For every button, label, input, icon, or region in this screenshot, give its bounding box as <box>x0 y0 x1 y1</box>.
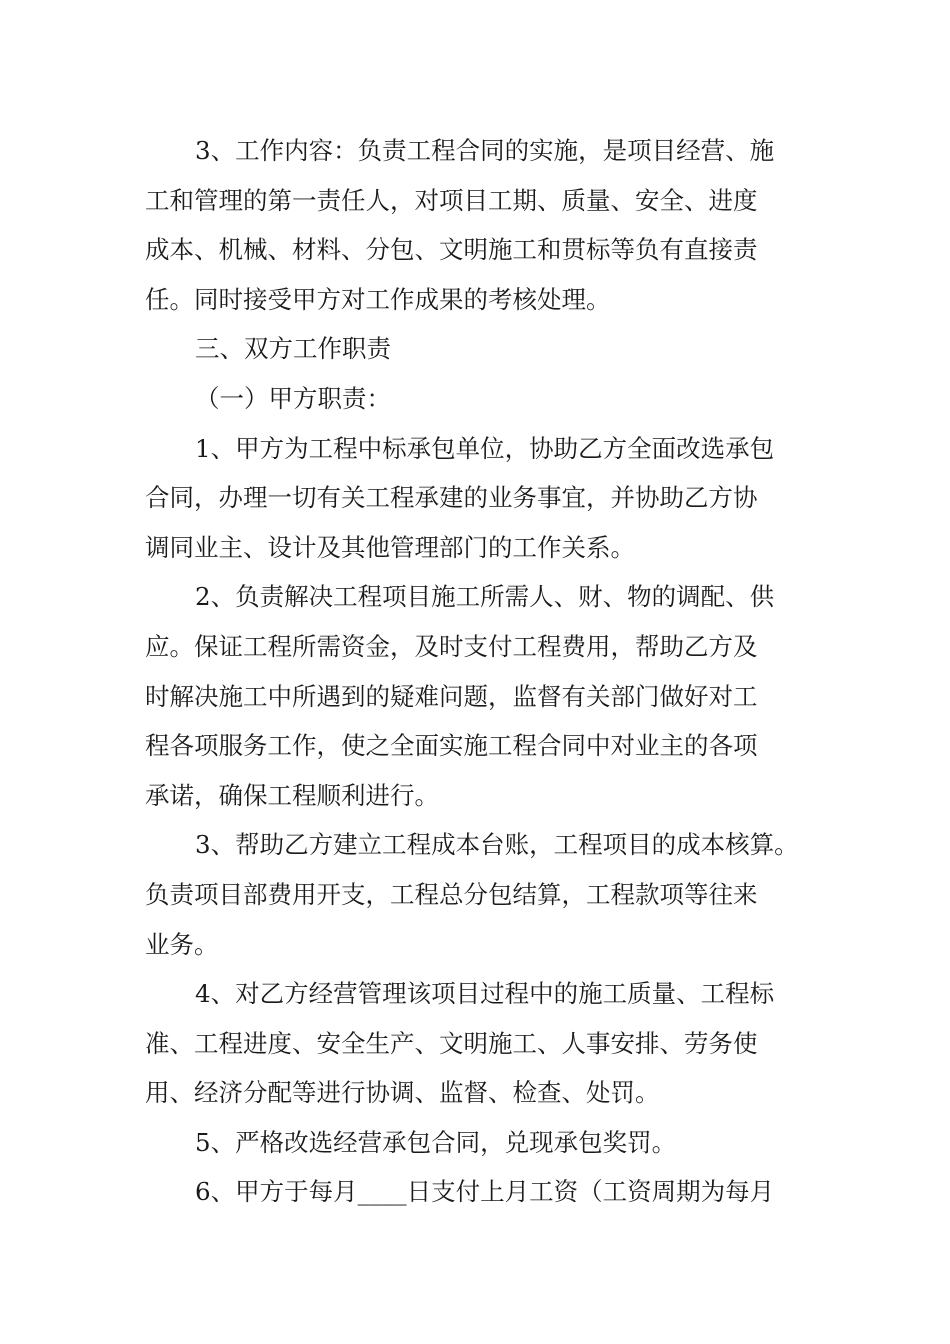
document-body <box>145 126 835 1217</box>
paragraph-line: 承诺，确保工程顺利进行。 <box>145 780 439 810</box>
paragraph-line: 用、经济分配等进行协调、监督、检查、处罚。 <box>145 1078 660 1108</box>
paragraph-line: 4、对乙方经营管理该项目过程中的施工质量、工程标 <box>195 979 775 1009</box>
paragraph-line: 调同业主、设计及其他管理部门的工作关系。 <box>145 532 635 562</box>
paragraph-line: 6、甲方于每月____日支付上月工资（工资周期为每月 <box>195 1177 775 1207</box>
paragraph-line: 1、甲方为工程中标承包单位，协助乙方全面改选承包 <box>195 433 775 463</box>
paragraph-line: 负责项目部费用开支，工程总分包结算，工程款项等往来 <box>145 879 758 909</box>
paragraph-line: 准、工程进度、安全生产、文明施工、人事安排、劳务使 <box>145 1028 758 1058</box>
subsection-heading: （一）甲方职责： <box>195 383 391 413</box>
section-heading: 三、双方工作职责 <box>195 334 391 364</box>
paragraph-line: 工和管理的第一责任人，对项目工期、质量、安全、进度 <box>145 185 758 215</box>
paragraph-line: 任。同时接受甲方对工作成果的考核处理。 <box>145 284 611 314</box>
paragraph-line: 业务。 <box>145 929 219 959</box>
paragraph-line: 合同，办理一切有关工程承建的业务事宜，并协助乙方协 <box>145 483 758 513</box>
paragraph-line: 2、负责解决工程项目施工所需人、财、物的调配、供 <box>195 582 775 612</box>
paragraph-line: 程各项服务工作，使之全面实施工程合同中对业主的各项 <box>145 731 758 761</box>
paragraph-line: 5、严格改选经营承包合同，兑现承包奖罚。 <box>195 1127 677 1157</box>
paragraph-line: 应。保证工程所需资金，及时支付工程费用，帮助乙方及 <box>145 631 758 661</box>
paragraph-line: 成本、机械、材料、分包、文明施工和贯标等负有直接责 <box>145 235 758 265</box>
paragraph-line: 3、工作内容：负责工程合同的实施，是项目经营、施 <box>195 136 775 165</box>
paragraph-line: 3、帮助乙方建立工程成本台账，工程项目的成本核算。 <box>195 830 799 860</box>
paragraph-line: 时解决施工中所遇到的疑难问题，监督有关部门做好对工 <box>145 681 758 711</box>
